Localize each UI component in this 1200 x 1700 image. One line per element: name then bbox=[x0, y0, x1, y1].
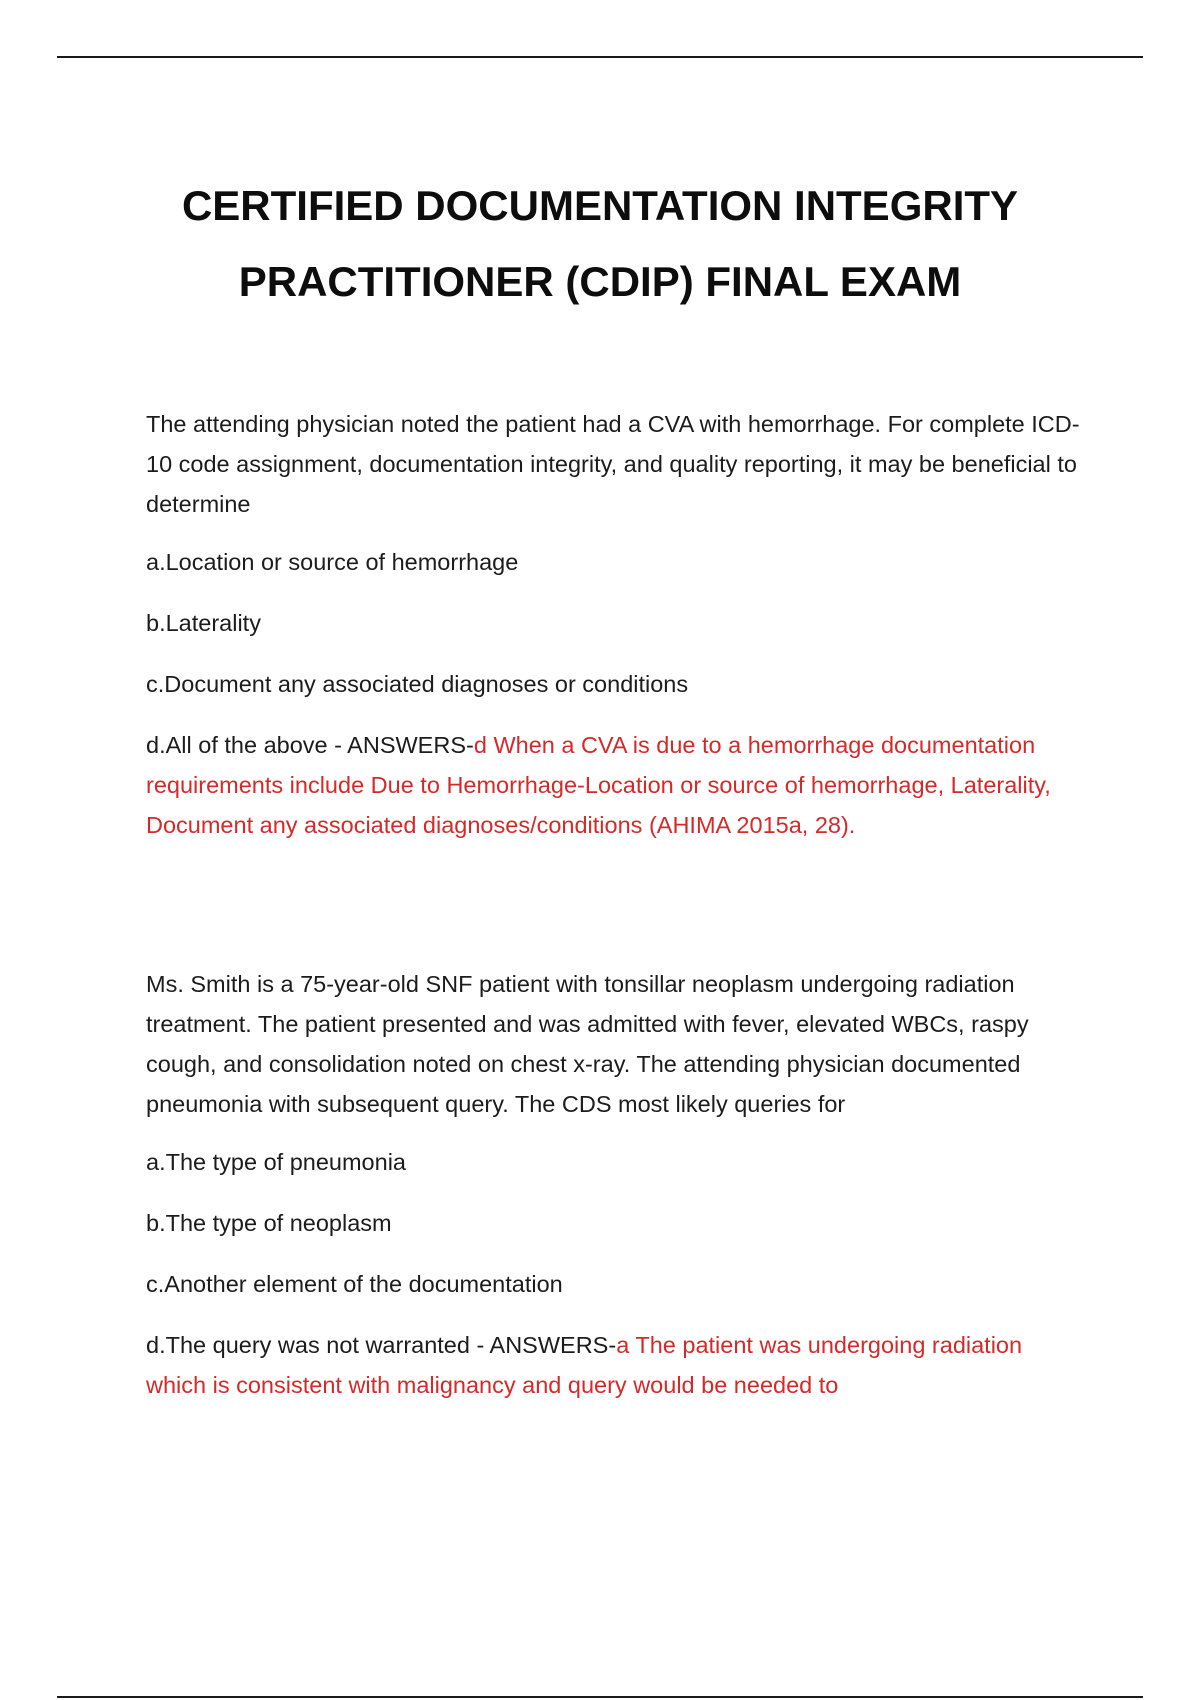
question-text: The attending physician noted the patient had a CVA with hemorrhage. For complete ICD-10 code assignment, documentation integrity, and quality reporting, it may be beneficial to determine bbox=[146, 411, 1080, 517]
title-line-1: CERTIFIED DOCUMENTATION INTEGRITY bbox=[181, 182, 1019, 230]
option-d: d.The query was not warranted - ANSWERS- bbox=[146, 1332, 617, 1358]
answer-explanation: a The patient was undergoing radiation which is consistent with malignancy and query would be needed to bbox=[146, 1332, 1023, 1398]
answer-explanation: d When a CVA is due to a hemorrhage documentation requirements include Due to Hemorrhage-Location or source of hemorrhage, Laterality, Document any associated diagnoses/conditions (AHIMA 2015a, 28). bbox=[146, 732, 1051, 838]
option-b: b.Laterality bbox=[146, 610, 261, 636]
option-b: b.The type of neoplasm bbox=[146, 1210, 392, 1236]
option-a: a.Location or source of hemorrhage bbox=[146, 549, 519, 575]
top-rule bbox=[57, 56, 1143, 58]
question-text: Ms. Smith is a 75-year-old SNF patient with tonsillar neoplasm undergoing radiation treatment. The patient presented and was admitted with fever, elevated WBCs, raspy cough, and consolidation noted on chest x-ray. The attending physician documented pneumonia with subsequent query. The CDS most likely queries for bbox=[146, 971, 1029, 1117]
title-line-2: PRACTITIONER (CDIP) FINAL EXAM bbox=[238, 258, 962, 306]
option-c: c.Another element of the documentation bbox=[146, 1271, 563, 1297]
option-d-with-answer bbox=[146, 1325, 1086, 1405]
question-block-1 bbox=[146, 404, 1086, 866]
option-d: d.All of the above - ANSWERS- bbox=[146, 732, 474, 758]
option-d-with-answer bbox=[146, 725, 1086, 845]
option-c: c.Document any associated diagnoses or conditions bbox=[146, 671, 689, 697]
option-a: a.The type of pneumonia bbox=[146, 1149, 406, 1175]
page-title bbox=[60, 168, 1140, 320]
bottom-rule bbox=[57, 1696, 1143, 1698]
question-block-2 bbox=[146, 964, 1086, 1426]
